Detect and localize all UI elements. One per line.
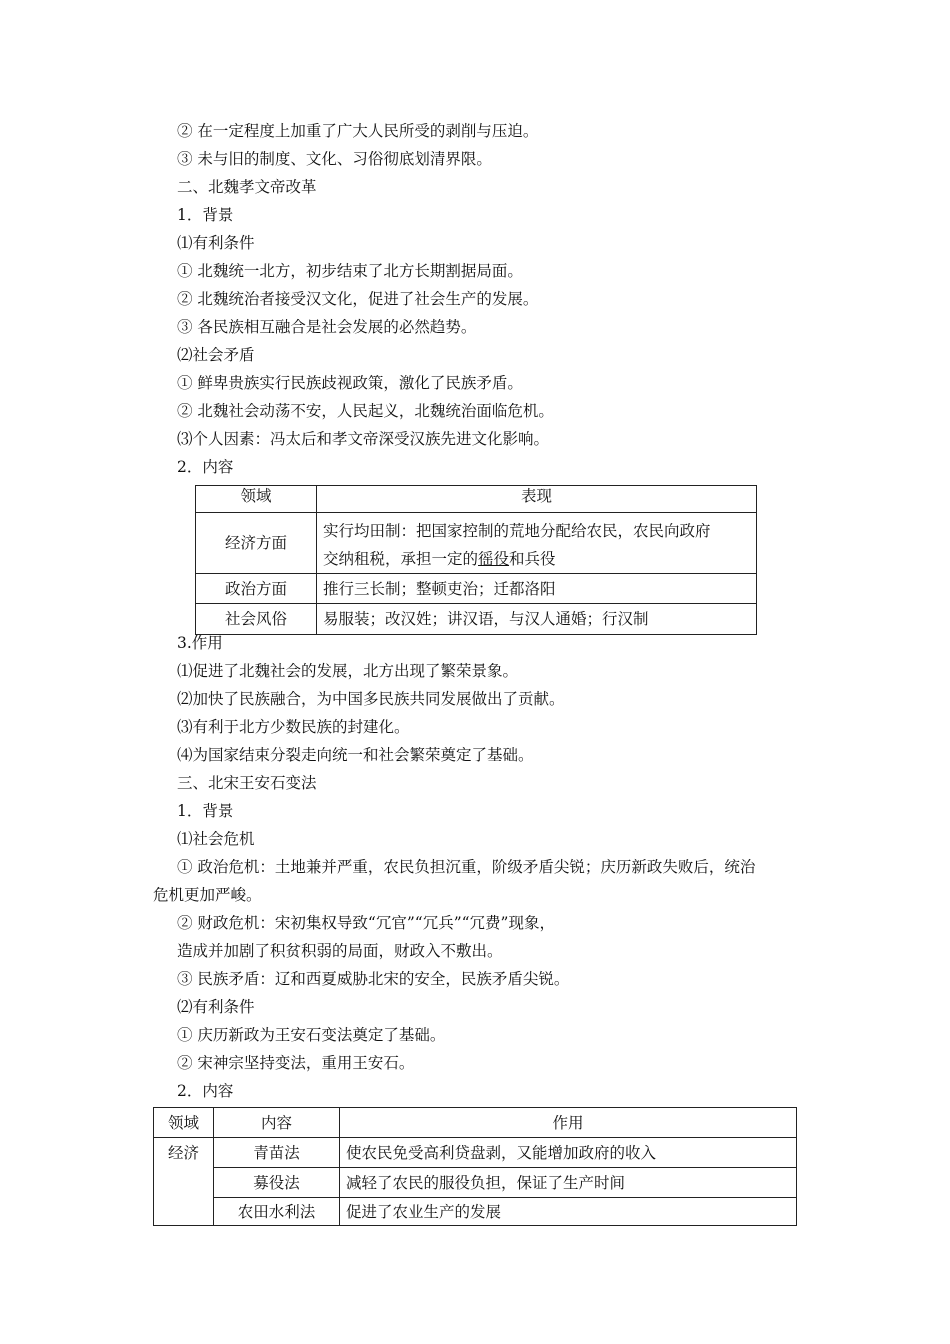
table-cell-field: 社会风俗 <box>196 604 317 635</box>
table-header-cell: 领域 <box>154 1108 214 1138</box>
text-line: ③ 民族矛盾：辽和西夏威胁北宋的安全，民族矛盾尖锐。 <box>177 970 570 988</box>
table-header-row <box>196 486 757 513</box>
text-line: ⑴有利条件 <box>177 234 255 252</box>
table-cell-name: 青苗法 <box>214 1138 340 1168</box>
table-header-cell: 作用 <box>340 1108 797 1138</box>
text-line: ① 鲜卑贵族实行民族歧视政策，激化了民族矛盾。 <box>177 374 523 392</box>
text-line: ⑴社会危机 <box>177 830 255 848</box>
table-header-cell: 表现 <box>317 486 757 513</box>
text-line: ③ 未与旧的制度、文化、习俗彻底划清界限。 <box>177 150 492 168</box>
text-line: ⑵有利条件 <box>177 998 255 1016</box>
table-cell-name: 农田水利法 <box>214 1198 340 1226</box>
reform-table-wanganshi <box>153 1107 797 1226</box>
text-line: ② 在一定程度上加重了广大人民所受的剥削与压迫。 <box>177 122 539 140</box>
table-row <box>154 1138 797 1168</box>
text-line: ② 北魏统治者接受汉文化，促进了社会生产的发展。 <box>177 290 539 308</box>
table-header-cell: 内容 <box>214 1108 340 1138</box>
table-cell-content: 推行三长制；整顿吏治；迁都洛阳 <box>317 574 757 604</box>
underlined-term: 徭役 <box>478 550 510 568</box>
text-line: ⑷为国家结束分裂走向统一和社会繁荣奠定了基础。 <box>177 746 534 764</box>
section-heading: 二、北魏孝文帝改革 <box>177 178 317 196</box>
table-cell-name: 募役法 <box>214 1168 340 1198</box>
table-row <box>196 513 757 574</box>
text-line: ⑶个人因素：冯太后和孝文帝深受汉族先进文化影响。 <box>177 430 550 448</box>
text-line: ⑶有利于北方少数民族的封建化。 <box>177 718 410 736</box>
subsection-heading: 1．背景 <box>177 802 234 820</box>
table-cell-effect: 减轻了农民的服役负担，保证了生产时间 <box>340 1168 797 1198</box>
table-cell-effect: 促进了农业生产的发展 <box>340 1198 797 1226</box>
text-line: ⑵社会矛盾 <box>177 346 255 364</box>
text-line: ⑵加快了民族融合，为中国多民族共同发展做出了贡献。 <box>177 690 565 708</box>
table-cell-field: 政治方面 <box>196 574 317 604</box>
text-line: ① 政治危机：土地兼并严重，农民负担沉重，阶级矛盾尖锐；庆历新政失败后，统治 <box>177 858 756 876</box>
text-line: ① 北魏统一北方，初步结束了北方长期割据局面。 <box>177 262 523 280</box>
section-heading: 三、北宋王安石变法 <box>177 774 317 792</box>
text-line: ① 庆历新政为王安石变法奠定了基础。 <box>177 1026 446 1044</box>
table-row <box>154 1198 797 1226</box>
table-row <box>196 604 757 635</box>
text-line: ② 宋神宗坚持变法，重用王安石。 <box>177 1054 415 1072</box>
table-cell-content <box>317 513 757 574</box>
subsection-heading: 2．内容 <box>177 458 234 476</box>
table-header-row <box>154 1108 797 1138</box>
text-line: ② 财政危机：宋初集权导致“冗官”“冗兵”“冗费”现象， <box>177 914 555 932</box>
cell-text: 交纳租税，承担一定的 <box>323 550 479 568</box>
text-line: ③ 各民族相互融合是社会发展的必然趋势。 <box>177 318 477 336</box>
table-row <box>154 1168 797 1198</box>
reform-table-beiwei <box>195 485 757 635</box>
table-row <box>196 574 757 604</box>
table-cell-content: 易服装；改汉姓；讲汉语，与汉人通婚；行汉制 <box>317 604 757 635</box>
text-line: 危机更加严峻。 <box>153 886 262 904</box>
table-header-cell: 领域 <box>196 486 317 513</box>
subsection-heading: 1．背景 <box>177 206 234 224</box>
subsection-heading: 2．内容 <box>177 1082 234 1100</box>
cell-line: 实行均田制：把国家控制的荒地分配给农民，农民向政府 <box>323 522 711 540</box>
text-line: ⑴促进了北魏社会的发展，北方出现了繁荣景象。 <box>177 662 519 680</box>
text-line: 造成并加剧了积贫积弱的局面，财政入不敷出。 <box>177 942 503 960</box>
text-line: ② 北魏社会动荡不安，人民起义，北魏统治面临危机。 <box>177 402 554 420</box>
table-cell-field: 经济 <box>154 1138 214 1226</box>
table-cell-field: 经济方面 <box>196 513 317 574</box>
cell-line <box>323 545 750 573</box>
cell-text: 和兵役 <box>509 550 556 568</box>
subsection-heading: 3.作用 <box>177 634 223 652</box>
table-cell-effect: 使农民免受高利贷盘剥，又能增加政府的收入 <box>340 1138 797 1168</box>
